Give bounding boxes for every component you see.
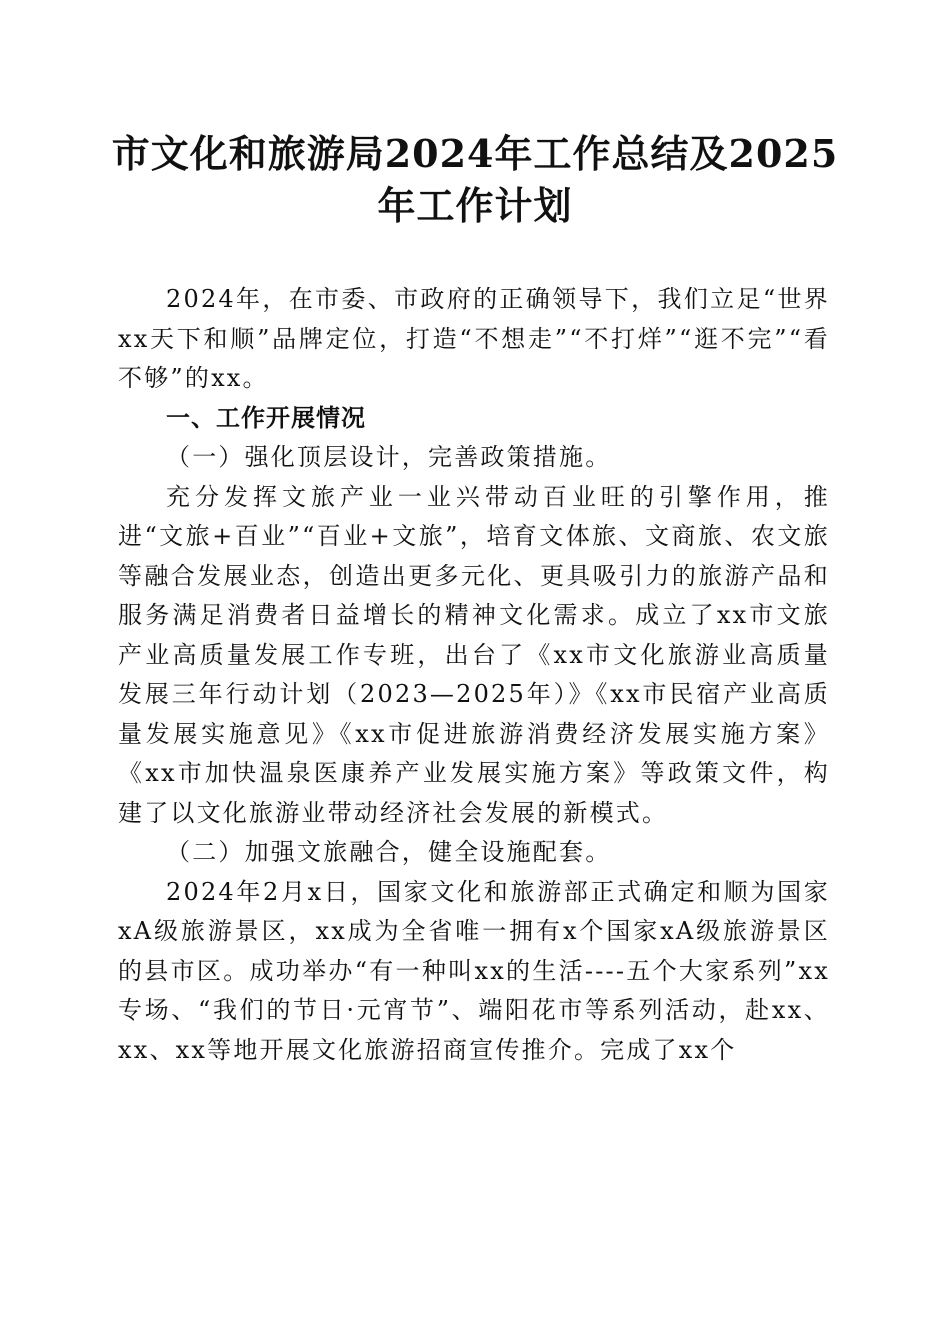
subsection-heading-policy: （一）强化顶层设计，完善政策措施。 [166,443,612,471]
document-title: 市文化和旅游局2024年工作总结及2025年工作计划 [111,131,839,228]
section-heading-work-progress: 一、工作开展情况 [166,403,366,432]
subsection-heading-integration: （二）加强文旅融合，健全设施配套。 [166,838,612,866]
integration-paragraph: 2024年2月x日，国家文化和旅游部正式确定和顺为国家xA级旅游景区，xx成为全省唯一拥有x个国家xA级旅游景区的县市区。成功举办“有一种叫xx的生活----五个大家系列”xx专场、“我们的节日·元宵节”、端阳花市等系列活动，赴xx、xx、xx等地开展文化旅游招商宣传推介。完成了xx个 [118,877,830,1064]
policy-paragraph: 充分发挥文旅产业一业兴带动百业旺的引擎作用，推进“文旅+百业”“百业+文旅”，培育文体旅、文商旅、农文旅等融合发展业态，创造出更多元化、更具吸引力的旅游产品和服务满足消费者日益增长的精神文化需求。成立了xx市文旅产业高质量发展工作专班，出台了《xx市文化旅游业高质量发展三年行动计划（2023—2025年）》《xx市民宿产业高质量发展实施意见》《xx市促进旅游消费经济发展实施方案》《xx市加快温泉医康养产业发展实施方案》等政策文件，构建了以文化旅游业带动经济社会发展的新模式。 [118,482,830,827]
document-body [118,280,830,1070]
intro-paragraph: 2024年，在市委、市政府的正确领导下，我们立足“世界xx天下和顺”品牌定位，打造“不想走”“不打烊”“逛不完”“看不够”的xx。 [118,285,830,392]
